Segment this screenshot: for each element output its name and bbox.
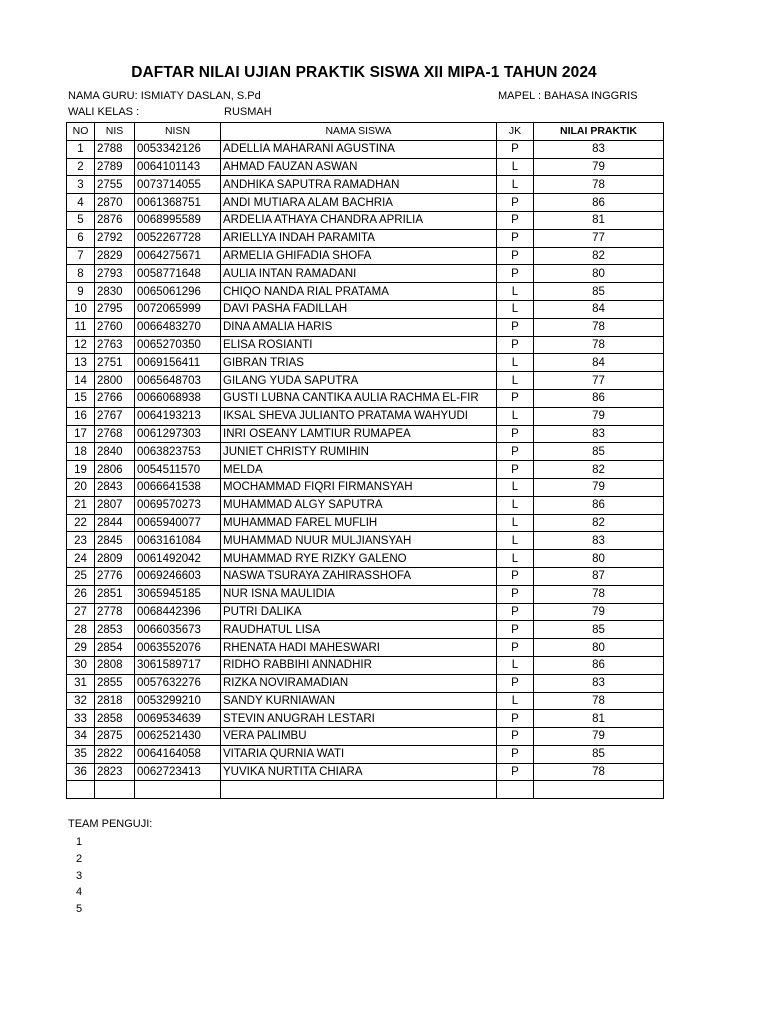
student-nis: 2844 (95, 514, 135, 532)
column-header-nisn: NISN (135, 123, 221, 141)
table-row (67, 710, 664, 728)
row-number: 21 (67, 496, 95, 514)
table-row (67, 621, 664, 639)
student-nis: 2830 (95, 283, 135, 301)
row-number: 29 (67, 639, 95, 657)
student-nis: 2829 (95, 247, 135, 265)
student-nis: 2843 (95, 478, 135, 496)
row-number: 34 (67, 728, 95, 746)
student-name: ARMELIA GHIFADIA SHOFA (221, 247, 497, 265)
student-nis: 2778 (95, 603, 135, 621)
student-gender: P (497, 621, 534, 639)
practical-grade: 86 (534, 656, 664, 674)
table-row (67, 763, 664, 781)
student-gender: P (497, 265, 534, 283)
page-title: DAFTAR NILAI UJIAN PRAKTIK SISWA XII MIPA-1 TAHUN 2024 (131, 64, 597, 81)
table-row (67, 247, 664, 265)
student-name: MUHAMMAD FAREL MUFLIH (221, 514, 497, 532)
practical-grade: 85 (534, 621, 664, 639)
practical-grade: 78 (534, 176, 664, 194)
student-gender: P (497, 389, 534, 407)
student-name: NASWA TSURAYA ZAHIRASSHOFA (221, 567, 497, 585)
column-header-practical-grade: NILAI PRAKTIK (534, 123, 664, 141)
practical-grade: 77 (534, 372, 664, 390)
student-name: ANDHIKA SAPUTRA RAMADHAN (221, 176, 497, 194)
student-nis: 2855 (95, 674, 135, 692)
row-number: 11 (67, 318, 95, 336)
student-name: ELISA ROSIANTI (221, 336, 497, 354)
row-number: 20 (67, 478, 95, 496)
student-nisn: 0063161084 (135, 532, 221, 550)
practical-grade: 79 (534, 158, 664, 176)
examiner-team-label: TEAM PENGUJI: (68, 818, 153, 830)
student-nisn: 0072065999 (135, 300, 221, 318)
empty-cell (135, 781, 221, 799)
student-nis: 2788 (95, 140, 135, 158)
row-number: 7 (67, 247, 95, 265)
student-nisn: 0065061296 (135, 283, 221, 301)
student-nisn: 0063823753 (135, 443, 221, 461)
practical-grade: 86 (534, 496, 664, 514)
student-nis: 2808 (95, 656, 135, 674)
row-number: 25 (67, 567, 95, 585)
student-nisn: 0069246603 (135, 567, 221, 585)
student-gender: P (497, 763, 534, 781)
row-number: 32 (67, 692, 95, 710)
student-name: MUHAMMAD RYE RIZKY GALENO (221, 550, 497, 568)
student-nisn: 0064101143 (135, 158, 221, 176)
student-gender: L (497, 407, 534, 425)
student-nisn: 0063552076 (135, 639, 221, 657)
student-gender: P (497, 603, 534, 621)
student-nis: 2851 (95, 585, 135, 603)
table-row (67, 443, 664, 461)
student-nis: 2807 (95, 496, 135, 514)
student-nisn: 0068442396 (135, 603, 221, 621)
student-name: YUVIKA NURTITA CHIARA (221, 763, 497, 781)
student-name: JUNIET CHRISTY RUMIHIN (221, 443, 497, 461)
student-name: DAVI PASHA FADILLAH (221, 300, 497, 318)
student-gender: P (497, 247, 534, 265)
row-number: 1 (67, 140, 95, 158)
student-gender: L (497, 283, 534, 301)
student-gender: P (497, 318, 534, 336)
row-number: 18 (67, 443, 95, 461)
practical-grade: 83 (534, 532, 664, 550)
examiner-number: 5 (76, 903, 83, 916)
row-number: 4 (67, 194, 95, 212)
practical-grade: 83 (534, 674, 664, 692)
student-gender: L (497, 478, 534, 496)
student-gender: L (497, 496, 534, 514)
student-gender: P (497, 140, 534, 158)
student-nis: 2858 (95, 710, 135, 728)
table-row (67, 425, 664, 443)
practical-grade: 78 (534, 763, 664, 781)
practical-grade: 79 (534, 478, 664, 496)
row-number: 14 (67, 372, 95, 390)
student-nisn: 3061589717 (135, 656, 221, 674)
practical-grade: 83 (534, 425, 664, 443)
student-nis: 2875 (95, 728, 135, 746)
student-nisn: 0061368751 (135, 194, 221, 212)
table-row (67, 407, 664, 425)
student-gender: L (497, 158, 534, 176)
row-number: 16 (67, 407, 95, 425)
practical-grade: 78 (534, 318, 664, 336)
student-name: NUR ISNA MAULIDIA (221, 585, 497, 603)
student-nisn: 0064164058 (135, 745, 221, 763)
column-header-student-name: NAMA SISWA (221, 123, 497, 141)
student-name: RIDHO RABBIHI ANNADHIR (221, 656, 497, 674)
table-row (67, 140, 664, 158)
student-nis: 2854 (95, 639, 135, 657)
row-number: 17 (67, 425, 95, 443)
student-nisn: 0064275671 (135, 247, 221, 265)
student-gender: L (497, 372, 534, 390)
student-gender: P (497, 728, 534, 746)
student-nisn: 0066483270 (135, 318, 221, 336)
table-row (67, 211, 664, 229)
practical-grade: 78 (534, 692, 664, 710)
student-nis: 2763 (95, 336, 135, 354)
row-number: 9 (67, 283, 95, 301)
row-number: 36 (67, 763, 95, 781)
student-gender: L (497, 300, 534, 318)
student-nis: 2789 (95, 158, 135, 176)
student-nisn: 0069156411 (135, 354, 221, 372)
practical-grade: 83 (534, 140, 664, 158)
student-name: INRI OSEANY LAMTIUR RUMAPEA (221, 425, 497, 443)
student-name: MELDA (221, 461, 497, 479)
table-row (67, 656, 664, 674)
student-name: AHMAD FAUZAN ASWAN (221, 158, 497, 176)
student-gender: L (497, 514, 534, 532)
student-gender: P (497, 639, 534, 657)
practical-grade: 85 (534, 283, 664, 301)
student-nis: 2800 (95, 372, 135, 390)
teacher-name: NAMA GURU: ISMIATY DASLAN, S.Pd (68, 90, 261, 102)
student-nis: 2840 (95, 443, 135, 461)
student-nisn: 0066641538 (135, 478, 221, 496)
student-nisn: 0057632276 (135, 674, 221, 692)
student-name: RAUDHATUL LISA (221, 621, 497, 639)
student-nisn: 0064193213 (135, 407, 221, 425)
student-nisn: 0053342126 (135, 140, 221, 158)
table-row (67, 229, 664, 247)
practical-grade: 78 (534, 585, 664, 603)
student-name: GIBRAN TRIAS (221, 354, 497, 372)
practical-grade: 85 (534, 443, 664, 461)
row-number: 6 (67, 229, 95, 247)
table-row (67, 336, 664, 354)
practical-grade: 80 (534, 265, 664, 283)
homeroom-label: WALI KELAS : (68, 106, 140, 118)
empty-cell (534, 781, 664, 799)
student-name: VITARIA QURNIA WATI (221, 745, 497, 763)
student-nis: 2767 (95, 407, 135, 425)
student-nis: 2760 (95, 318, 135, 336)
row-number: 23 (67, 532, 95, 550)
student-nisn: 3065945185 (135, 585, 221, 603)
student-gender: L (497, 692, 534, 710)
student-gender: P (497, 710, 534, 728)
table-row (67, 300, 664, 318)
practical-grade: 77 (534, 229, 664, 247)
student-name: ARIELLYA INDAH PARAMITA (221, 229, 497, 247)
column-header-no: NO (67, 123, 95, 141)
row-number: 8 (67, 265, 95, 283)
student-nis: 2755 (95, 176, 135, 194)
row-number: 15 (67, 389, 95, 407)
table-row (67, 265, 664, 283)
empty-cell (67, 781, 95, 799)
student-name: ARDELIA ATHAYA CHANDRA APRILIA (221, 211, 497, 229)
student-nisn: 0069570273 (135, 496, 221, 514)
student-name: PUTRI DALIKA (221, 603, 497, 621)
table-row (67, 514, 664, 532)
table-row (67, 194, 664, 212)
student-nis: 2792 (95, 229, 135, 247)
row-number: 5 (67, 211, 95, 229)
student-nisn: 0065270350 (135, 336, 221, 354)
student-gender: P (497, 229, 534, 247)
student-name: MUHAMMAD NUUR MULJIANSYAH (221, 532, 497, 550)
grades-table (66, 122, 664, 799)
student-name: MUHAMMAD ALGY SAPUTRA (221, 496, 497, 514)
table-row (67, 461, 664, 479)
row-number: 19 (67, 461, 95, 479)
examiner-number: 1 (76, 836, 83, 848)
student-name: AULIA INTAN RAMADANI (221, 265, 497, 283)
table-row (67, 496, 664, 514)
practical-grade: 79 (534, 603, 664, 621)
table-row (67, 603, 664, 621)
table-row (67, 318, 664, 336)
student-nis: 2793 (95, 265, 135, 283)
table-row (67, 158, 664, 176)
student-name: ADELLIA MAHARANI AGUSTINA (221, 140, 497, 158)
row-number: 22 (67, 514, 95, 532)
student-nisn: 0065940077 (135, 514, 221, 532)
student-name: MOCHAMMAD FIQRI FIRMANSYAH (221, 478, 497, 496)
examiner-number: 2 (76, 852, 83, 865)
table-row (67, 639, 664, 657)
student-gender: P (497, 443, 534, 461)
student-nisn: 0069534639 (135, 710, 221, 728)
student-nis: 2845 (95, 532, 135, 550)
row-number: 24 (67, 550, 95, 568)
student-nisn: 0062723413 (135, 763, 221, 781)
student-name: STEVIN ANUGRAH LESTARI (221, 710, 497, 728)
table-row (67, 674, 664, 692)
table-row (67, 478, 664, 496)
practical-grade: 84 (534, 354, 664, 372)
practical-grade: 87 (534, 567, 664, 585)
student-nis: 2870 (95, 194, 135, 212)
student-nisn: 0066068938 (135, 389, 221, 407)
student-nisn: 0066035673 (135, 621, 221, 639)
student-nisn: 0054511570 (135, 461, 221, 479)
table-row (67, 283, 664, 301)
student-nis: 2853 (95, 621, 135, 639)
row-number: 13 (67, 354, 95, 372)
student-gender: P (497, 336, 534, 354)
practical-grade: 82 (534, 461, 664, 479)
table-row (67, 176, 664, 194)
student-gender: P (497, 745, 534, 763)
student-nisn: 0073714055 (135, 176, 221, 194)
row-number: 2 (67, 158, 95, 176)
row-number: 3 (67, 176, 95, 194)
practical-grade: 82 (534, 247, 664, 265)
row-number: 33 (67, 710, 95, 728)
student-nis: 2806 (95, 461, 135, 479)
table-row (67, 550, 664, 568)
practical-grade: 78 (534, 336, 664, 354)
student-gender: P (497, 461, 534, 479)
row-number: 26 (67, 585, 95, 603)
examiner-list (76, 835, 82, 919)
examiner-number: 4 (76, 886, 83, 899)
table-row (67, 354, 664, 372)
student-gender: L (497, 550, 534, 568)
practical-grade: 86 (534, 389, 664, 407)
column-header-nis: NIS (95, 123, 135, 141)
student-nis: 2795 (95, 300, 135, 318)
row-number: 12 (67, 336, 95, 354)
student-gender: P (497, 674, 534, 692)
student-nisn: 0053299210 (135, 692, 221, 710)
row-number: 35 (67, 745, 95, 763)
student-nis: 2822 (95, 745, 135, 763)
student-nisn: 0061492042 (135, 550, 221, 568)
student-nisn: 0068995589 (135, 211, 221, 229)
student-nis: 2823 (95, 763, 135, 781)
student-name: DINA AMALIA HARIS (221, 318, 497, 336)
practical-grade: 84 (534, 300, 664, 318)
table-header-row (67, 123, 664, 141)
table-row (67, 389, 664, 407)
student-name: RHENATA HADI MAHESWARI (221, 639, 497, 657)
student-name: ANDI MUTIARA ALAM BACHRIA (221, 194, 497, 212)
table-row (67, 567, 664, 585)
practical-grade: 85 (534, 745, 664, 763)
table-row (67, 745, 664, 763)
row-number: 30 (67, 656, 95, 674)
student-nisn: 0065648703 (135, 372, 221, 390)
student-nis: 2809 (95, 550, 135, 568)
row-number: 10 (67, 300, 95, 318)
student-gender: L (497, 176, 534, 194)
practical-grade: 81 (534, 710, 664, 728)
student-name: RIZKA NOVIRAMADIAN (221, 674, 497, 692)
practical-grade: 80 (534, 550, 664, 568)
student-gender: P (497, 425, 534, 443)
student-nis: 2776 (95, 567, 135, 585)
table-row (67, 532, 664, 550)
table-row (67, 728, 664, 746)
student-nis: 2818 (95, 692, 135, 710)
student-name: GUSTI LUBNA CANTIKA AULIA RACHMA EL-FIR (221, 389, 497, 407)
student-nisn: 0058771648 (135, 265, 221, 283)
empty-cell (221, 781, 497, 799)
student-name: GILANG YUDA SAPUTRA (221, 372, 497, 390)
empty-cell (95, 781, 135, 799)
practical-grade: 82 (534, 514, 664, 532)
empty-cell (497, 781, 534, 799)
table-row (67, 585, 664, 603)
row-number: 31 (67, 674, 95, 692)
student-name: VERA PALIMBU (221, 728, 497, 746)
table-row (67, 692, 664, 710)
student-name: SANDY KURNIAWAN (221, 692, 497, 710)
student-gender: L (497, 656, 534, 674)
student-nis: 2751 (95, 354, 135, 372)
row-number: 27 (67, 603, 95, 621)
homeroom-name: RUSMAH (224, 106, 272, 118)
student-gender: L (497, 532, 534, 550)
practical-grade: 79 (534, 407, 664, 425)
empty-table-row (67, 781, 664, 799)
row-number: 28 (67, 621, 95, 639)
practical-grade: 86 (534, 194, 664, 212)
student-gender: P (497, 567, 534, 585)
student-nis: 2766 (95, 389, 135, 407)
practical-grade: 79 (534, 728, 664, 746)
column-header-gender: JK (497, 123, 534, 141)
practical-grade: 80 (534, 639, 664, 657)
student-name: IKSAL SHEVA JULIANTO PRATAMA WAHYUDI (221, 407, 497, 425)
student-nisn: 0062521430 (135, 728, 221, 746)
student-gender: P (497, 194, 534, 212)
student-name: CHIQO NANDA RIAL PRATAMA (221, 283, 497, 301)
student-nis: 2768 (95, 425, 135, 443)
student-gender: P (497, 211, 534, 229)
student-nis: 2876 (95, 211, 135, 229)
subject-name: MAPEL : BAHASA INGGRIS (498, 90, 638, 102)
practical-grade: 81 (534, 211, 664, 229)
student-nisn: 0061297303 (135, 425, 221, 443)
student-gender: L (497, 354, 534, 372)
student-nisn: 0052267728 (135, 229, 221, 247)
student-gender: P (497, 585, 534, 603)
examiner-number: 3 (76, 869, 83, 882)
table-row (67, 372, 664, 390)
